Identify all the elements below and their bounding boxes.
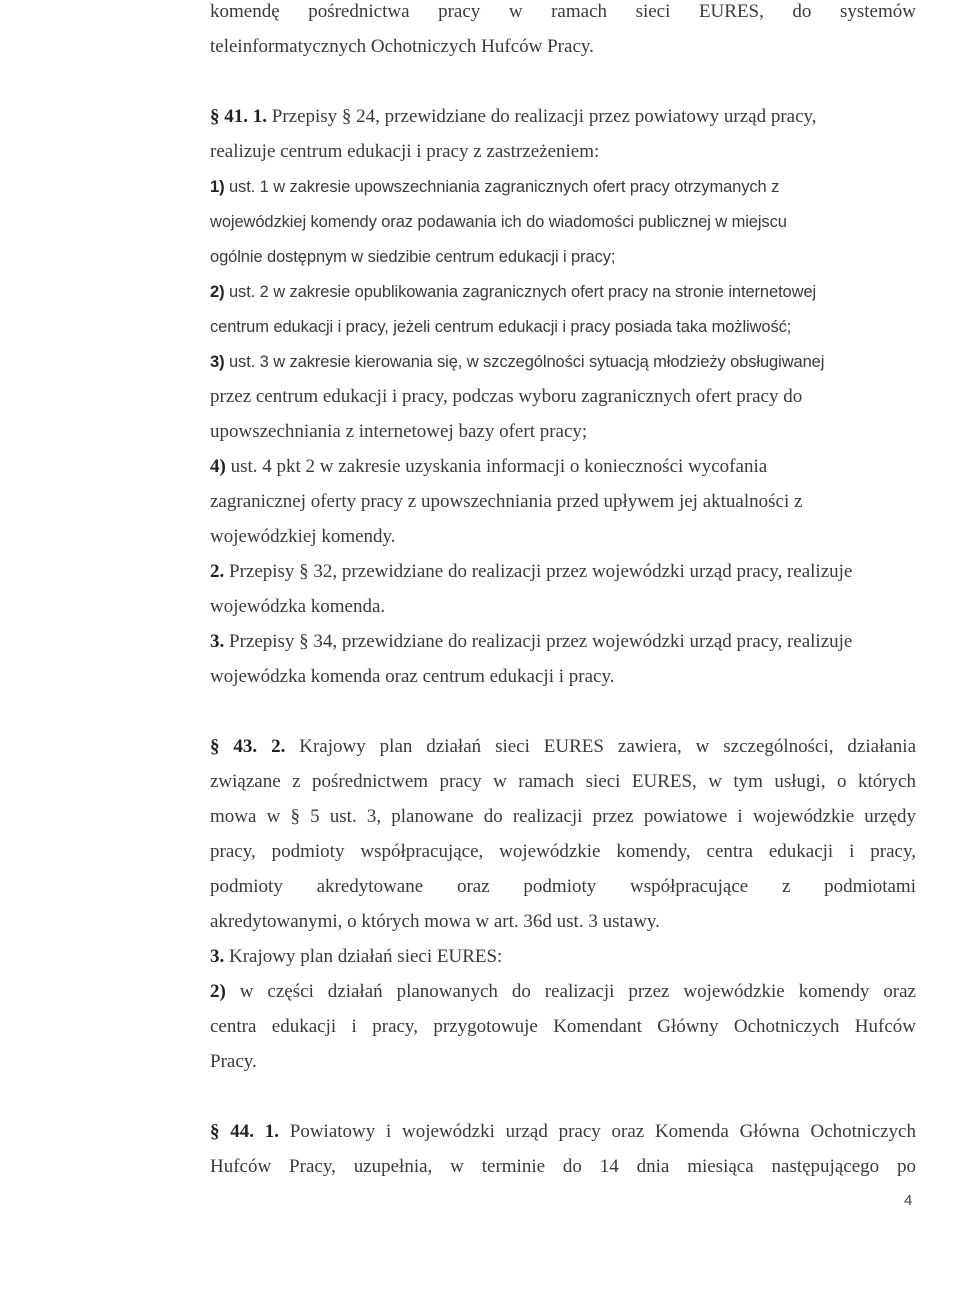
- text-line: centrum edukacji i pracy, jeżeli centrum edukacji i pracy posiada taka możliwość;: [210, 318, 792, 336]
- paragraph-3: 3. Przepisy § 34, przewidziane do realizacji przez wojewódzki urząd pracy, realizuje: [210, 631, 853, 652]
- text-line: wojewódzka komenda.: [210, 596, 386, 617]
- text-line: wojewódzka komenda oraz centrum edukacji i pracy.: [210, 666, 615, 687]
- text-line: realizuje centrum edukacji i pracy z zastrzeżeniem:: [210, 141, 600, 162]
- text-line: wojewódzkiej komendy oraz podawania ich do wiadomości publicznej w miejscu: [210, 213, 787, 231]
- text-line: wojewódzkiej komendy.: [210, 526, 396, 547]
- text-line: akredytowanymi, o których mowa w art. 36d ust. 3 ustawy.: [210, 911, 660, 932]
- text-line: upowszechniania z internetowej bazy ofert pracy;: [210, 421, 588, 442]
- paragraph-2: 2. Przepisy § 32, przewidziane do realizacji przez wojewódzki urząd pracy, realizuje: [210, 561, 853, 582]
- paragraph-3: 3. Krajowy plan działań sieci EURES:: [210, 946, 503, 967]
- text-line: mowa w § 5 ust. 3, planowane do realizacji przez powiatowe i wojewódzkie urzędy: [210, 806, 916, 827]
- text-line: pracy, podmioty współpracujące, wojewódzkie komendy, centra edukacji i pracy,: [210, 841, 916, 862]
- text-line: ogólnie dostępnym w siedzibie centrum edukacji i pracy;: [210, 248, 616, 266]
- text-line: komendę pośrednictwa pracy w ramach sieci EURES, do systemów: [210, 1, 916, 22]
- list-item-1: 1) ust. 1 w zakresie upowszechniania zagranicznych ofert pracy otrzymanych z: [210, 178, 780, 196]
- section-heading-41: § 41. 1. Przepisy § 24, przewidziane do realizacji przez powiatowy urząd pracy,: [210, 106, 817, 127]
- text-line: teleinformatycznych Ochotniczych Hufców Pracy.: [210, 36, 594, 57]
- list-item-4: 4) ust. 4 pkt 2 w zakresie uzyskania informacji o konieczności wycofania: [210, 456, 768, 477]
- text-line: przez centrum edukacji i pracy, podczas wyboru zagranicznych ofert pracy do: [210, 386, 803, 407]
- text-line: podmioty akredytowane oraz podmioty współpracujące z podmiotami: [210, 876, 916, 897]
- page-number: 4: [904, 1192, 913, 1209]
- list-item-2: 2) w części działań planowanych do realizacji przez wojewódzkie komendy oraz: [210, 981, 916, 1002]
- text-line: centra edukacji i pracy, przygotowuje Komendant Główny Ochotniczych Hufców: [210, 1016, 916, 1037]
- text-line: zagranicznej oferty pracy z upowszechniania przed upływem jej aktualności z: [210, 491, 803, 512]
- text-line: związane z pośrednictwem pracy w ramach sieci EURES, w tym usługi, o których: [210, 771, 916, 792]
- list-item-2: 2) ust. 2 w zakresie opublikowania zagranicznych ofert pracy na stronie internetowej: [210, 283, 817, 301]
- text-line: Pracy.: [210, 1051, 257, 1072]
- section-heading-43: § 43. 2. Krajowy plan działań sieci EURES zawiera, w szczególności, działania: [210, 736, 917, 757]
- text-line: Hufców Pracy, uzupełnia, w terminie do 14 dnia miesiąca następującego po: [210, 1156, 916, 1177]
- section-heading-44: § 44. 1. Powiatowy i wojewódzki urząd pracy oraz Komenda Główna Ochotniczych: [210, 1121, 916, 1142]
- list-item-3: 3) ust. 3 w zakresie kierowania się, w szczególności sytuacją młodzieży obsługiwanej: [210, 353, 825, 371]
